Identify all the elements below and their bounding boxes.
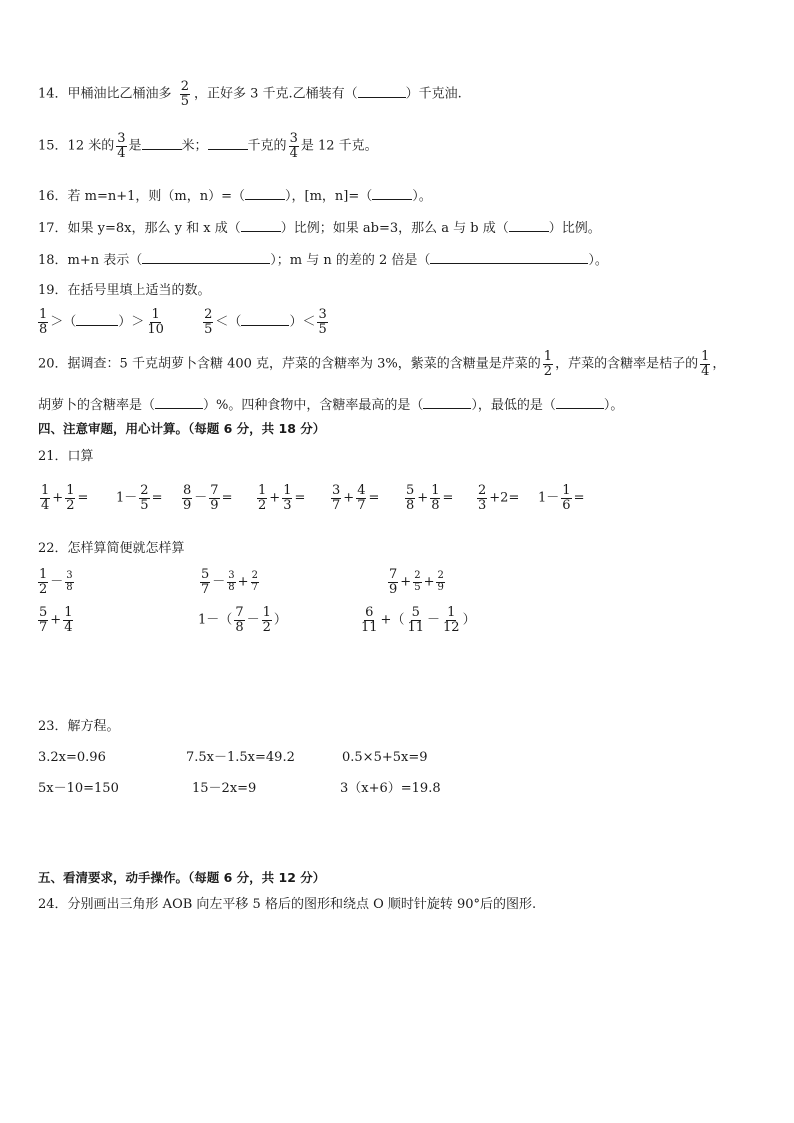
question-22-title: 22．怎样算简便就怎样算 (38, 541, 185, 556)
mental-math-item: $\frac{8}{9}$ － $\frac{7}{9}$ = (183, 483, 233, 513)
answer-blank[interactable] (509, 221, 549, 232)
fraction: $\frac{5}{11}$ (407, 605, 425, 635)
simplify-expression: $\frac{5}{7}$ － $\frac{3}{8}$ + $\frac{2}{7}$ (201, 567, 258, 597)
fraction: $\frac{5}{8}$ (406, 483, 415, 513)
answer-blank[interactable] (208, 139, 248, 150)
equation: 5x－10=150 (38, 781, 119, 796)
equation: 3（x+6）=19.8 (340, 781, 441, 796)
fraction: $\frac{5}{7}$ (201, 567, 210, 597)
fraction: $\frac{2}{5}$ (180, 79, 189, 109)
question-23-title: 23．解方程。 (38, 719, 120, 734)
fraction: $\frac{7}{9}$ (389, 567, 398, 597)
answer-blank[interactable] (155, 398, 203, 409)
fraction: $\frac{1}{6}$ (562, 483, 571, 513)
fraction: $\frac{2}{5}$ (140, 483, 149, 513)
answer-blank[interactable] (142, 139, 182, 150)
fraction: $\frac{3}{4}$ (289, 131, 298, 161)
simplify-expression: 1－（ $\frac{7}{8}$ － $\frac{1}{2}$ ） (198, 605, 287, 635)
equation: 3.2x=0.96 (38, 750, 106, 765)
question-20-line-1: 20．据调查：5 千克胡萝卜含糖 400 克，芹菜的含糖率为 3%，紫菜的含糖量是芹菜的 $\frac{1}{2}$ ，芹菜的含糖率是桔子的 $\frac{1}{4}$ ， (38, 349, 726, 379)
question-14: 14．甲桶油比乙桶油多 $\frac{2}{5}$ ，正好多 3 千克.乙桶装有（ ）千克油. (38, 79, 462, 109)
fraction: $\frac{2}{5}$ (204, 307, 213, 337)
fraction: $\frac{2}{7}$ (251, 570, 258, 593)
fraction: $\frac{2}{9}$ (437, 570, 444, 593)
answer-blank[interactable] (245, 189, 285, 200)
fraction: $\frac{1}{10}$ (147, 307, 164, 337)
answer-blank[interactable] (358, 87, 406, 98)
simplify-expression: $\frac{6}{11}$ +（ $\frac{5}{11}$ － $\frac{1}{12}$ ） (361, 605, 476, 635)
question-19-title: 19．在括号里填上适当的数。 (38, 283, 211, 298)
simplify-expression: $\frac{5}{7}$ + $\frac{1}{4}$ (39, 605, 73, 635)
fraction: $\frac{2}{5}$ (414, 570, 421, 593)
equation: 7.5x－1.5x=49.2 (186, 750, 295, 765)
answer-blank[interactable] (241, 221, 281, 232)
fraction: $\frac{5}{7}$ (39, 605, 48, 635)
answer-blank[interactable] (423, 398, 471, 409)
question-15: 15．12 米的 $\frac{3}{4}$ 是 米； 千克的 $\frac{3}{4}$ 是 12 千克。 (38, 131, 378, 161)
simplify-expression: $\frac{1}{2}$ － $\frac{3}{8}$ (39, 567, 73, 597)
mental-math-item: $\frac{1}{4}$ + $\frac{1}{2}$ = (41, 483, 89, 513)
question-17: 17．如果 y=8x，那么 y 和 x 成（ ）比例；如果 ab=3，那么 a 与 b 成（ ）比例。 (38, 221, 601, 236)
answer-blank[interactable] (142, 253, 270, 264)
equation: 15－2x=9 (192, 781, 257, 796)
fraction: $\frac{1}{2}$ (66, 483, 75, 513)
fraction: $\frac{1}{4}$ (701, 349, 710, 379)
answer-blank[interactable] (241, 315, 289, 326)
mental-math-item: $\frac{5}{8}$ + $\frac{1}{8}$ = (406, 483, 454, 513)
fraction: $\frac{1}{4}$ (41, 483, 50, 513)
mental-math-item: 1－ $\frac{1}{6}$ = (538, 483, 585, 513)
answer-blank[interactable] (430, 253, 588, 264)
question-18: 18．m+n 表示（ ）；m 与 n 的差的 2 倍是（ ）。 (38, 253, 608, 268)
mental-math-item: $\frac{1}{2}$ + $\frac{1}{3}$ = (258, 483, 306, 513)
answer-blank[interactable] (76, 315, 118, 326)
fraction: $\frac{1}{12}$ (443, 605, 460, 635)
fraction: $\frac{3}{7}$ (332, 483, 341, 513)
fraction: $\frac{8}{9}$ (183, 483, 192, 513)
section-5-heading: 五、看清要求，动手操作。（每题 6 分，共 12 分） (38, 870, 326, 885)
fraction: $\frac{3}{5}$ (318, 307, 327, 337)
section-4-heading: 四、注意审题，用心计算。（每题 6 分，共 18 分） (38, 421, 326, 436)
question-21-title: 21．口算 (38, 449, 94, 464)
mental-math-item: $\frac{3}{7}$ + $\frac{4}{7}$ = (332, 483, 380, 513)
equation: 0.5×5+5x=9 (342, 750, 428, 765)
fraction: $\frac{2}{3}$ (478, 483, 487, 513)
simplify-expression: $\frac{7}{9}$ + $\frac{2}{5}$ + $\frac{2}{9}$ (389, 567, 444, 597)
question-24: 24．分别画出三角形 AOB 向左平移 5 格后的图形和绕点 O 顺时针旋转 90°后的图形. (38, 897, 537, 912)
question-20-line-2: 胡萝卜的含糖率是（ ）%。四种食物中，含糖率最高的是（ ），最低的是（ ）。 (38, 398, 624, 413)
answer-blank[interactable] (556, 398, 604, 409)
question-19-inequalities: $\frac{1}{8}$ ＞（ ）＞ $\frac{1}{10}$ $\frac{2}{5}$ ＜（ ）＜ $\frac{3}{5}$ (39, 307, 327, 337)
fraction: $\frac{6}{11}$ (361, 605, 378, 635)
fraction: $\frac{3}{4}$ (117, 131, 126, 161)
fraction: $\frac{3}{8}$ (228, 570, 235, 593)
mental-math-item: $\frac{2}{3}$ +2= (478, 483, 520, 513)
mental-math-item: 1－ $\frac{2}{5}$ = (116, 483, 163, 513)
fraction: $\frac{1}{2}$ (543, 349, 553, 379)
fraction: $\frac{4}{7}$ (357, 483, 366, 513)
question-16: 16．若 m=n+1，则（m，n）=（ ），[m，n]=（ ）。 (38, 189, 432, 204)
fraction: $\frac{1}{2}$ (39, 567, 48, 597)
answer-blank[interactable] (372, 189, 412, 200)
fraction: $\frac{7}{8}$ (235, 605, 244, 635)
fraction: $\frac{7}{9}$ (210, 483, 219, 513)
fraction: $\frac{1}{2}$ (262, 605, 271, 635)
fraction: $\frac{1}{3}$ (283, 483, 292, 513)
fraction: $\frac{1}{4}$ (64, 605, 73, 635)
fraction: $\frac{1}{8}$ (39, 307, 48, 337)
fraction: $\frac{1}{8}$ (431, 483, 440, 513)
fraction: $\frac{1}{2}$ (258, 483, 267, 513)
fraction: $\frac{3}{8}$ (66, 570, 73, 593)
